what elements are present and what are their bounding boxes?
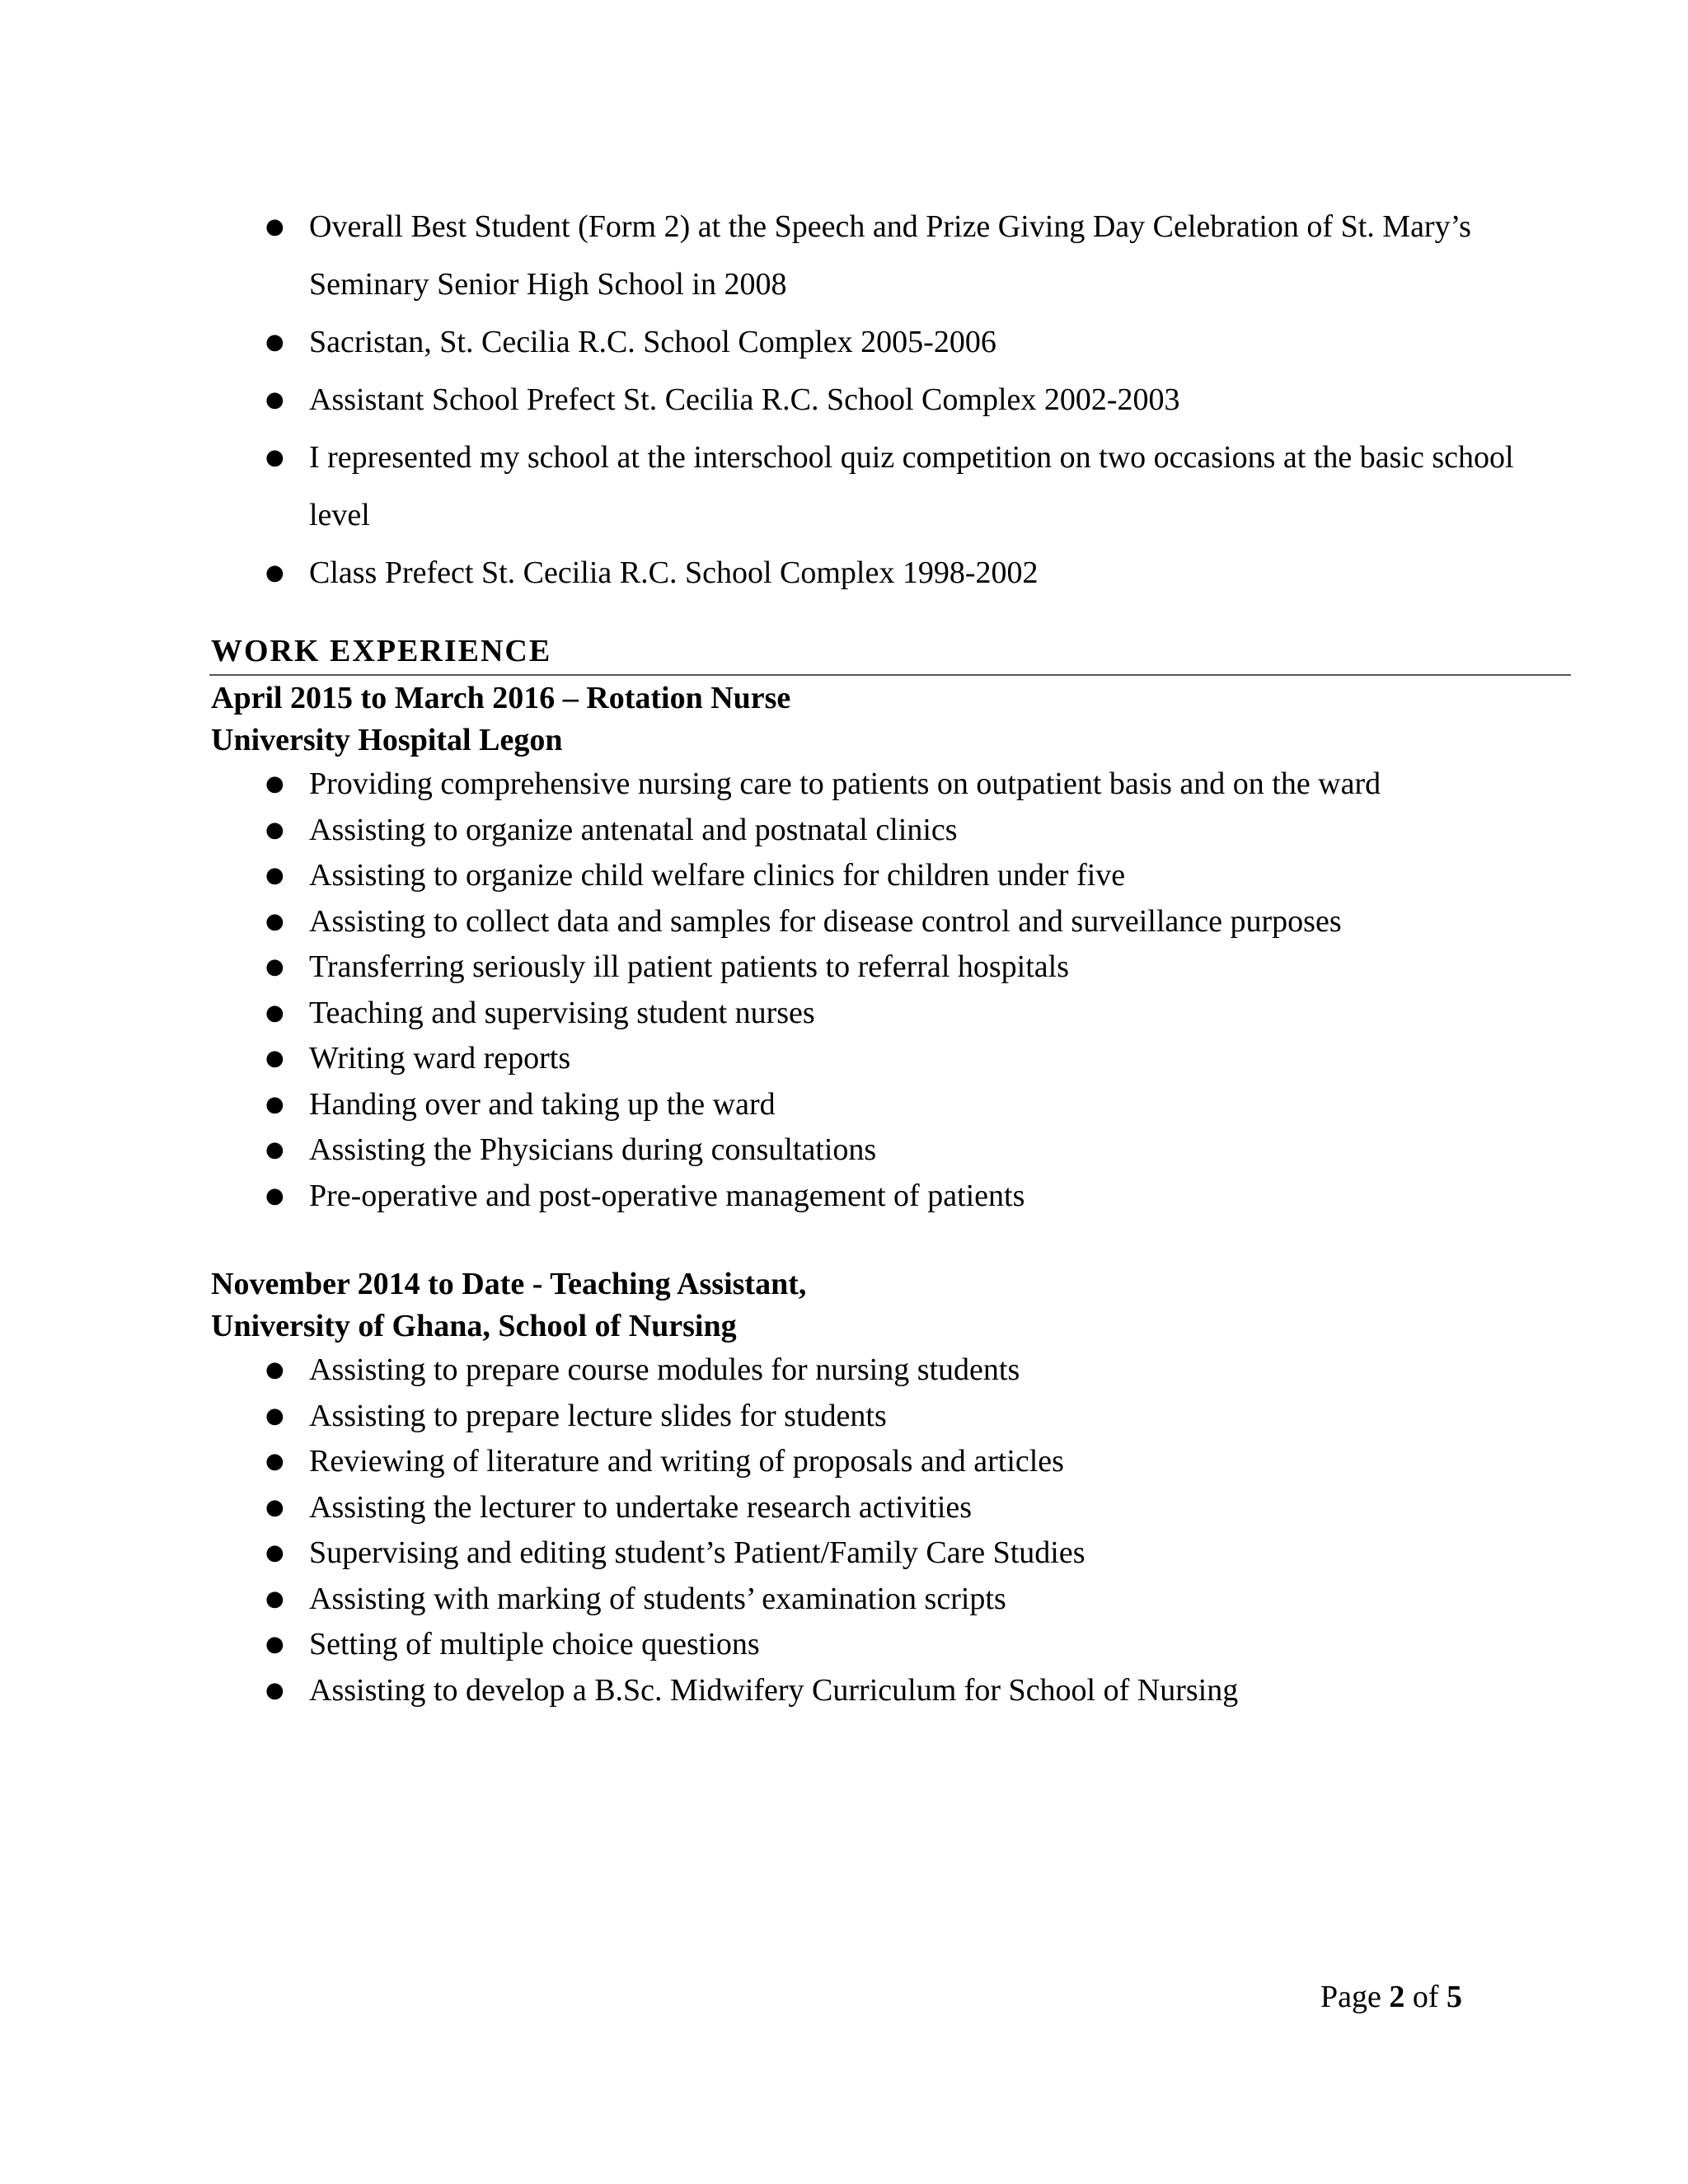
- list-item-text: Writing ward reports: [309, 1041, 571, 1076]
- job-duties-list: [0, 1347, 1562, 1713]
- bullet-icon: ●: [265, 445, 284, 470]
- bullet-icon: ●: [265, 1137, 284, 1162]
- footer-of-word: of: [1412, 1980, 1439, 2014]
- list-item: [0, 1530, 1562, 1577]
- page-number-footer: [1320, 1976, 1462, 2018]
- job-organization: University Hospital Legon: [211, 723, 563, 757]
- bullet-icon: ●: [265, 908, 284, 934]
- list-item-text: Assisting to organize child welfare clinics for children under five: [309, 858, 1126, 893]
- list-item-text: Sacristan, St. Cecilia R.C. School Complex 2005-2006: [309, 325, 996, 359]
- bullet-icon: ●: [265, 214, 284, 239]
- list-item-text: Transferring seriously ill patient patients to referral hospitals: [309, 949, 1070, 984]
- bullet-icon: ●: [265, 771, 284, 796]
- list-item: [0, 1394, 1562, 1440]
- list-item: [0, 1174, 1562, 1220]
- list-item-text: Providing comprehensive nursing care to patients on outpatient basis and on the ward: [309, 766, 1381, 801]
- footer-page-word: Page: [1320, 1980, 1381, 2014]
- bullet-icon: ●: [265, 1183, 284, 1208]
- list-item-text: Assisting with marking of students’ examination scripts: [309, 1581, 1006, 1616]
- list-item-text: Assistant School Prefect St. Cecilia R.C. School Complex 2002-2003: [309, 382, 1180, 417]
- list-item-text: Class Prefect St. Cecilia R.C. School Complex 1998-2002: [309, 555, 1039, 590]
- list-item-text: Assisting to prepare course modules for nursing students: [309, 1352, 1020, 1387]
- section-divider: [209, 674, 1571, 676]
- list-item-text: Assisting the lecturer to undertake research activities: [309, 1489, 973, 1525]
- bullet-icon: ●: [265, 1540, 284, 1565]
- bullet-icon: ●: [265, 1449, 284, 1474]
- job-title: April 2015 to March 2016 – Rotation Nurse: [211, 681, 791, 715]
- list-item-text: Assisting to prepare lecture slides for students: [309, 1398, 887, 1433]
- bullet-icon: ●: [265, 954, 284, 979]
- bullet-icon: ●: [265, 1357, 284, 1382]
- job-duties-list: [0, 762, 1562, 1219]
- footer-total-pages: 5: [1447, 1980, 1463, 2014]
- list-item: [0, 1485, 1562, 1531]
- list-item: [0, 762, 1562, 808]
- achievements-list: [0, 198, 1562, 602]
- list-item: [0, 944, 1562, 991]
- list-item-text: Assisting to collect data and samples for disease control and surveillance purposes: [309, 903, 1342, 939]
- list-item-text: Reviewing of literature and writing of proposals and articles: [309, 1444, 1064, 1479]
- list-item: [0, 1347, 1562, 1394]
- list-item: [0, 371, 1562, 429]
- list-item: [0, 1577, 1562, 1623]
- bullet-icon: ●: [265, 1494, 284, 1520]
- list-item: [0, 544, 1562, 602]
- list-item-text: I represented my school at the interschool quiz competition on two occasions at the basic school level: [309, 440, 1514, 532]
- list-item: [0, 198, 1562, 313]
- bullet-icon: ●: [265, 863, 284, 888]
- bullet-icon: ●: [265, 1677, 284, 1703]
- list-item: [0, 1127, 1562, 1174]
- list-item: [0, 1036, 1562, 1082]
- list-item-text: Assisting to organize antenatal and postnatal clinics: [309, 812, 958, 847]
- list-item: [0, 313, 1562, 371]
- list-item: [0, 1439, 1562, 1485]
- list-item: [0, 991, 1562, 1037]
- list-item: [0, 429, 1562, 544]
- bullet-icon: ●: [265, 1091, 284, 1117]
- section-heading-work-experience: WORK EXPERIENCE: [211, 634, 552, 668]
- bullet-icon: ●: [265, 330, 284, 354]
- bullet-icon: ●: [265, 817, 284, 842]
- list-item-text: Supervising and editing student’s Patient/Family Care Studies: [309, 1535, 1085, 1570]
- list-item-text: Handing over and taking up the ward: [309, 1086, 776, 1122]
- bullet-icon: ●: [265, 1403, 284, 1428]
- list-item: [0, 1668, 1562, 1714]
- list-item-text: Teaching and supervising student nurses: [309, 995, 815, 1030]
- bullet-icon: ●: [265, 1046, 284, 1071]
- job-title: November 2014 to Date - Teaching Assistant,: [211, 1267, 807, 1301]
- footer-current-page: 2: [1389, 1980, 1405, 2014]
- list-item-text: Assisting to develop a B.Sc. Midwifery Curriculum for School of Nursing: [309, 1672, 1239, 1708]
- list-item: [0, 1082, 1562, 1128]
- list-item-text: Pre-operative and post-operative management of patients: [309, 1178, 1025, 1213]
- list-item: [0, 853, 1562, 899]
- job-organization: University of Ghana, School of Nursing: [211, 1309, 737, 1343]
- list-item: [0, 1622, 1562, 1668]
- bullet-icon: ●: [265, 1632, 284, 1657]
- bullet-icon: ●: [265, 1000, 284, 1025]
- bullet-icon: ●: [265, 1586, 284, 1611]
- list-item: [0, 899, 1562, 945]
- list-item-text: Setting of multiple choice questions: [309, 1627, 760, 1661]
- bullet-icon: ●: [265, 560, 284, 585]
- list-item-text: Overall Best Student (Form 2) at the Speech and Prize Giving Day Celebration of St. Mary’s Seminary Senior High School in 2008: [309, 209, 1471, 302]
- bullet-icon: ●: [265, 387, 284, 412]
- list-item: [0, 808, 1562, 854]
- list-item-text: Assisting the Physicians during consultations: [309, 1132, 877, 1167]
